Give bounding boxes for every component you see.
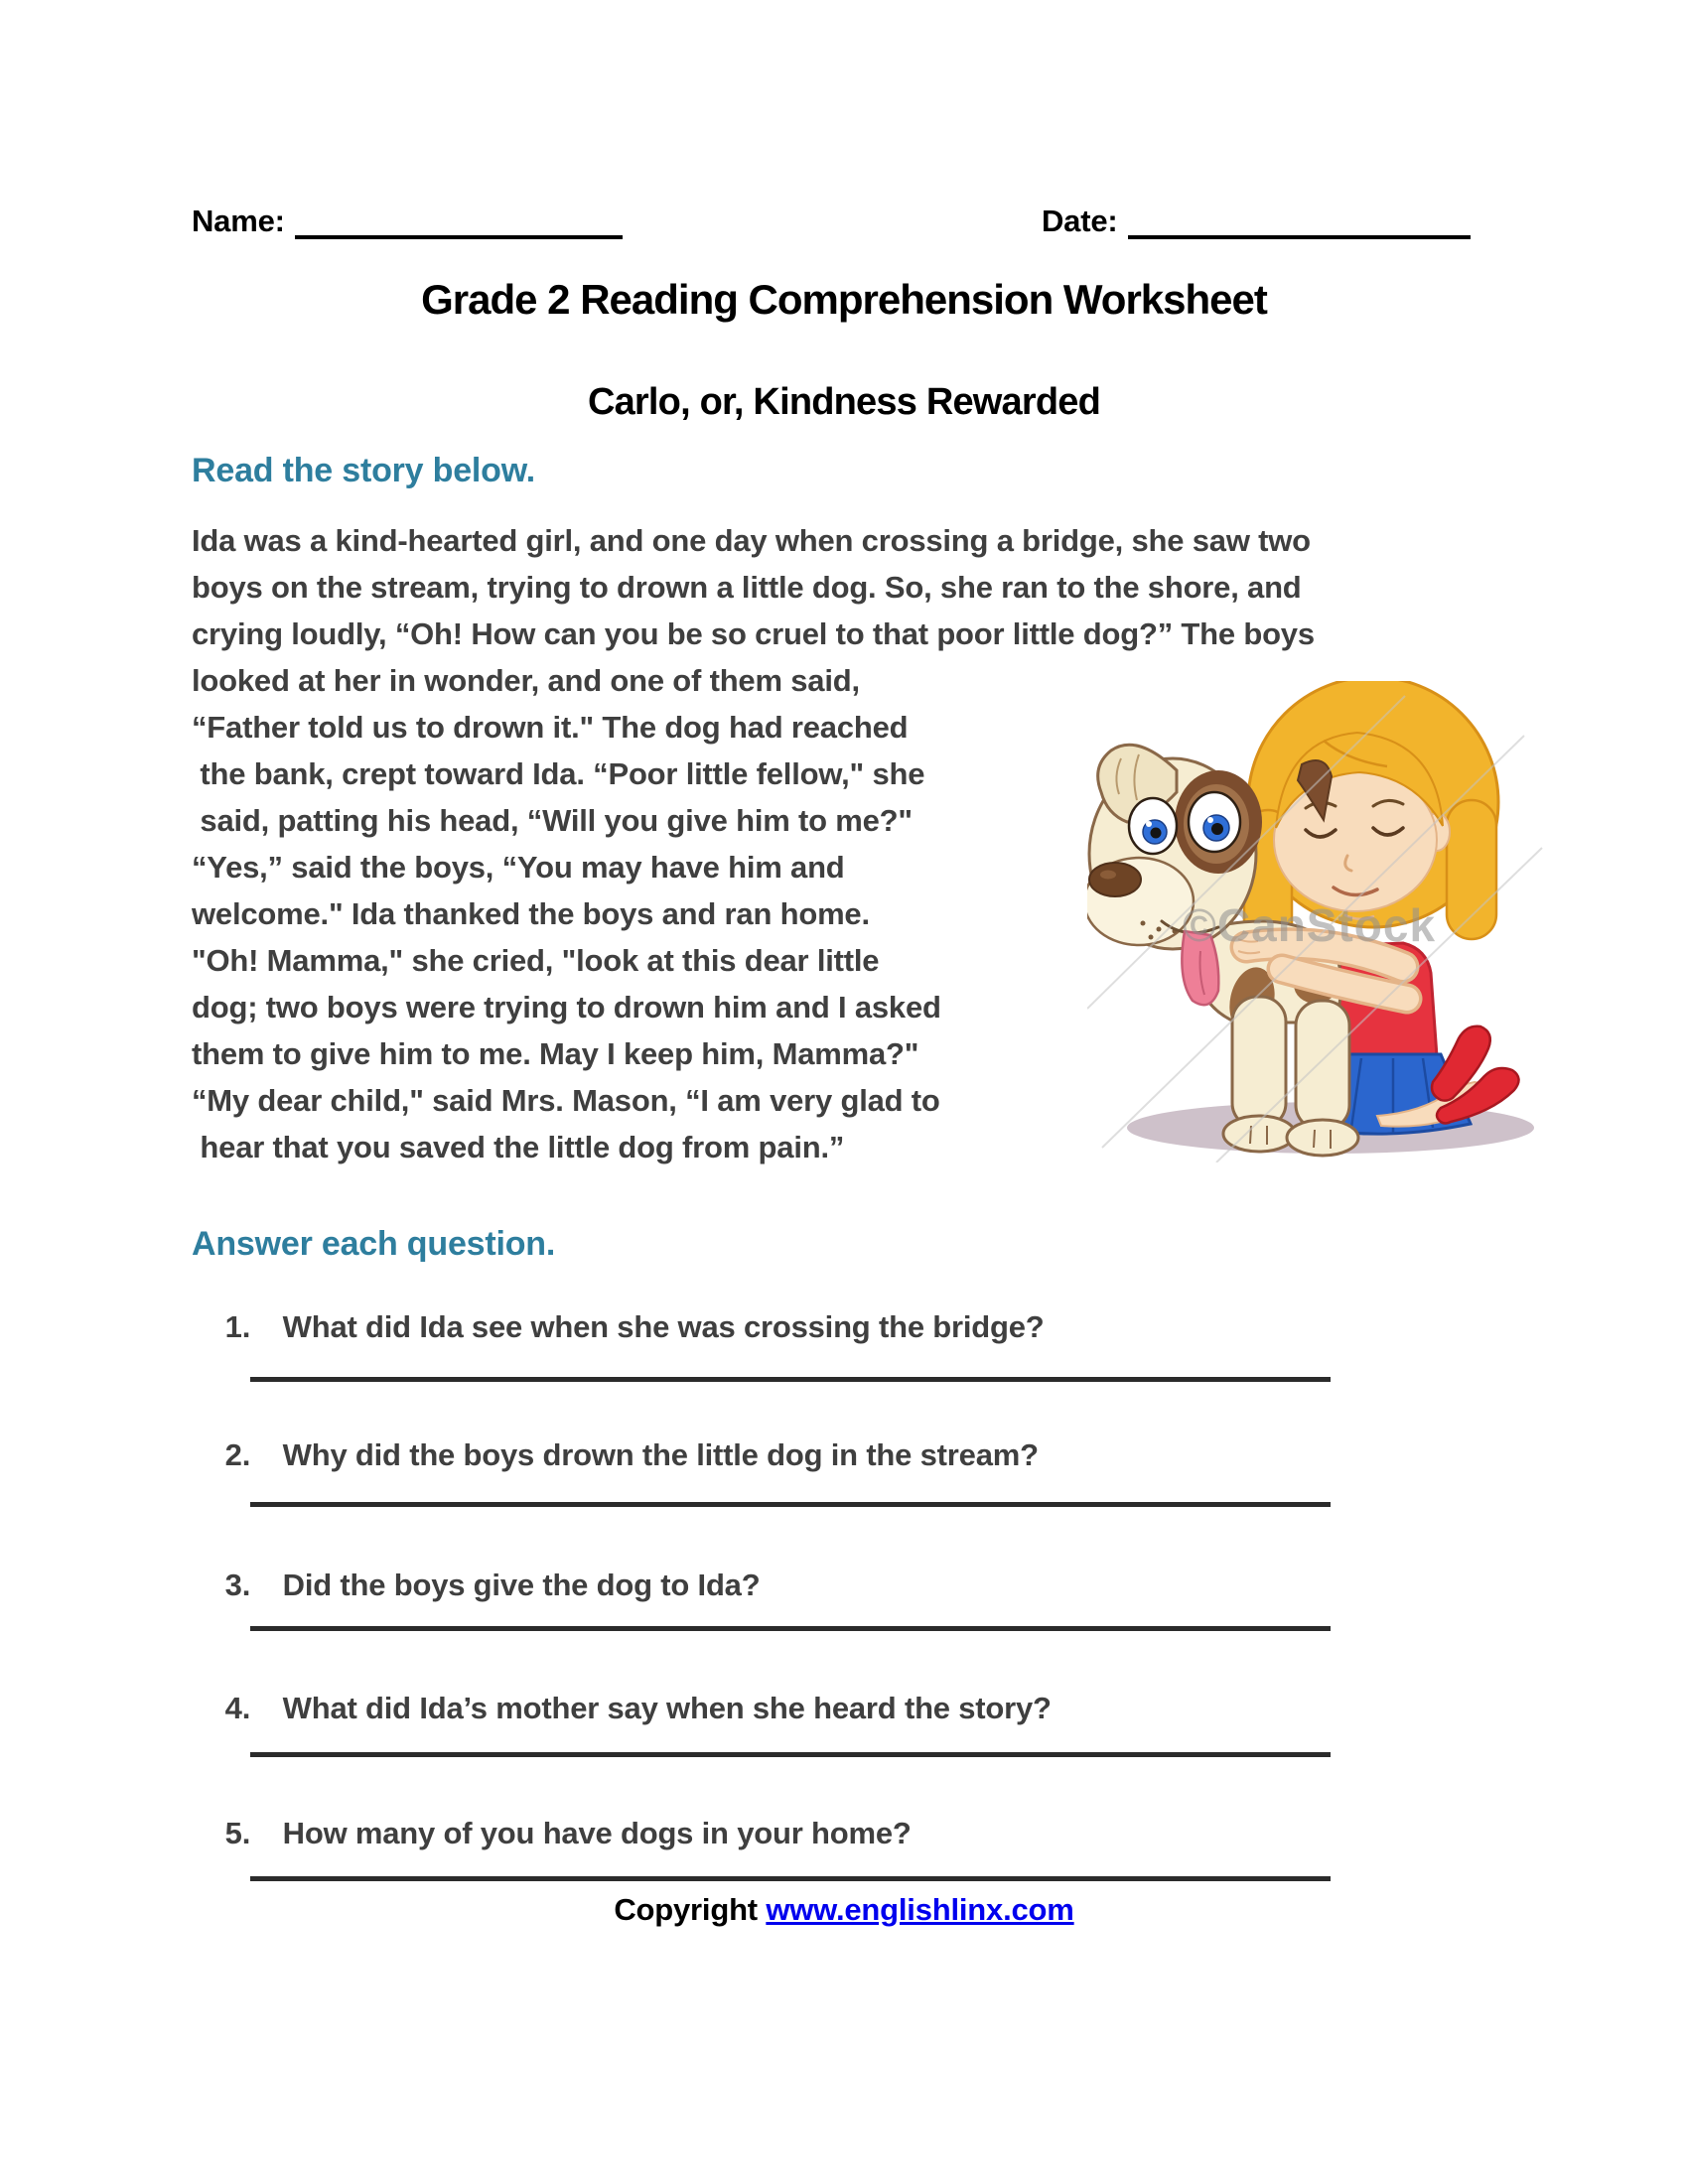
question-number: 4. <box>224 1691 251 1725</box>
story-line: “Yes,” said the boys, “You may have him and <box>192 850 845 885</box>
question-row <box>192 1655 1052 1762</box>
story-line: them to give him to me. May I keep him, Mamma?" <box>192 1036 919 1071</box>
name-blank-line <box>295 202 623 239</box>
story-illustration <box>1087 681 1544 1162</box>
story-line: dog; two boys were trying to drown him and I asked <box>192 990 941 1024</box>
question-number: 3. <box>224 1568 251 1602</box>
question-row <box>192 1780 912 1887</box>
question-number: 1. <box>224 1309 251 1344</box>
story-line: the bank, crept toward Ida. “Poor little fellow," she <box>192 756 925 791</box>
question-row <box>192 1274 1045 1381</box>
story-line: hear that you saved the little dog from pain.” <box>192 1130 845 1164</box>
story-line: Ida was a kind-hearted girl, and one day when crossing a bridge, she saw two <box>192 523 1311 558</box>
story-line: welcome." Ida thanked the boys and ran home. <box>192 896 870 931</box>
question-text: What did Ida’s mother say when she heard the story? <box>282 1691 1052 1725</box>
answer-line <box>250 1626 1331 1631</box>
copyright-label: Copyright <box>614 1892 767 1927</box>
questions-section-heading: Answer each question. <box>192 1225 556 1263</box>
question-row <box>192 1402 1039 1509</box>
answer-line <box>250 1876 1331 1881</box>
question-text: What did Ida see when she was crossing the bridge? <box>282 1309 1045 1344</box>
answer-line <box>250 1502 1331 1507</box>
question-text: How many of you have dogs in your home? <box>282 1816 912 1850</box>
story-line: “Father told us to drown it." The dog had reached <box>192 710 909 745</box>
story-line: crying loudly, “Oh! How can you be so cruel to that poor little dog?” The boys <box>192 616 1315 651</box>
date-field-row <box>1042 202 1471 239</box>
copyright-line <box>0 1892 1688 1928</box>
watermark-text: ©CanStock <box>1183 899 1437 951</box>
story-line: "Oh! Mamma," she cried, "look at this dear little <box>192 943 880 978</box>
name-field-row <box>192 202 623 239</box>
question-text: Did the boys give the dog to Ida? <box>282 1568 761 1602</box>
englishlinx-link[interactable]: www.englishlinx.com <box>766 1892 1074 1927</box>
question-row <box>192 1532 760 1639</box>
answer-line <box>250 1752 1331 1757</box>
story-line: “My dear child," said Mrs. Mason, “I am very glad to <box>192 1083 940 1118</box>
date-label: Date: <box>1042 204 1118 238</box>
story-line: said, patting his head, “Will you give him to me?" <box>192 803 913 838</box>
date-blank-line <box>1128 202 1471 239</box>
question-number: 5. <box>224 1816 251 1850</box>
question-number: 2. <box>224 1437 251 1472</box>
page-title: Grade 2 Reading Comprehension Worksheet <box>421 276 1267 323</box>
girl-hugging-dog-image <box>1087 681 1544 1162</box>
answer-line <box>250 1377 1331 1382</box>
question-text: Why did the boys drown the little dog in the stream? <box>282 1437 1039 1472</box>
name-label: Name: <box>192 204 285 238</box>
story-section-heading: Read the story below. <box>192 452 535 489</box>
story-line: boys on the stream, trying to drown a little dog. So, she ran to the shore, and <box>192 570 1302 605</box>
story-line: looked at her in wonder, and one of them said, <box>192 663 860 698</box>
story-title: Carlo, or, Kindness Rewarded <box>587 381 1101 423</box>
